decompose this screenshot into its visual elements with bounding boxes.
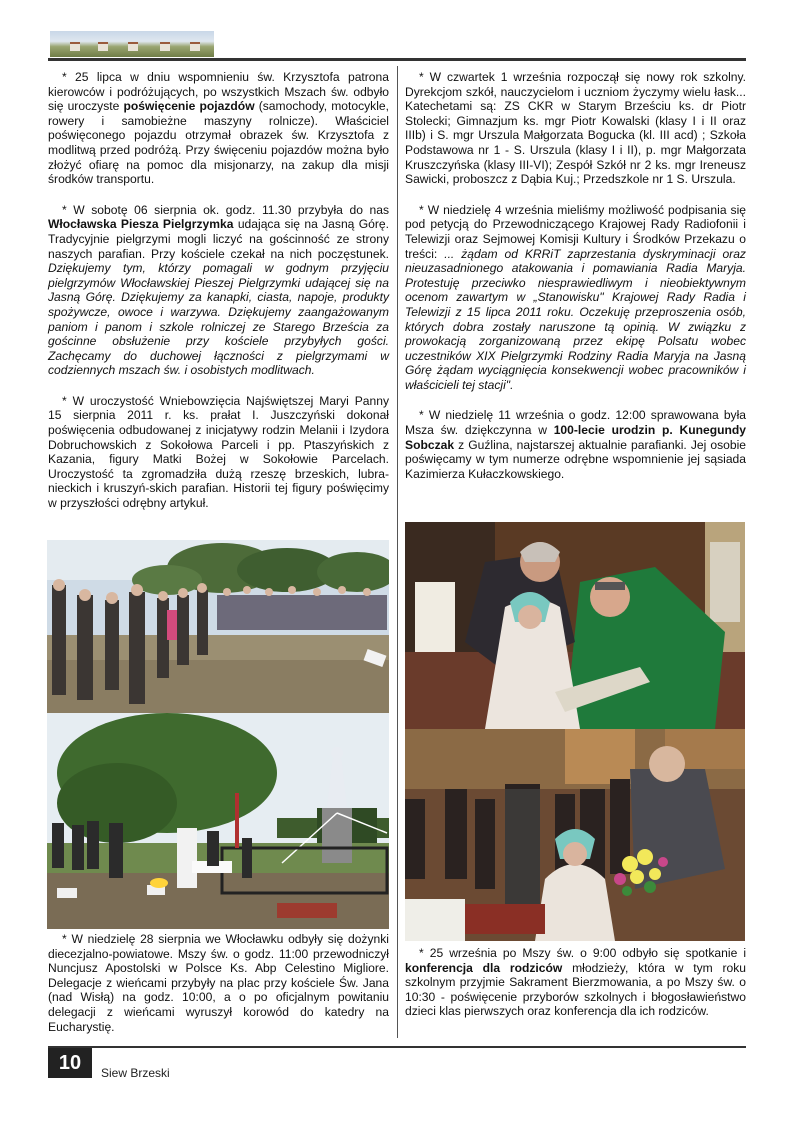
photo-crowd-gathering [47,540,389,713]
header-village-photo [50,31,214,57]
photo-statue-blessing [47,713,389,929]
left-column-bottom [48,932,389,1050]
magazine-name: Siew Brzeski [101,1066,170,1080]
column-divider [397,66,398,1038]
left-column-top [48,70,389,527]
article-100th-birthday: * W niedzielę 11 września o godz. 12:00 sprawowana była Msza św. dziękczynna w 100-lecie urodzin p. Kunegundy Sobczak z Guźlina, najstarszej aktualnie parafianki. Jej osobie poświęcamy w tym numerze odrębne wspomnienie jej sąsiada Kazimierza Kułaczkowskiego. [405,408,747,481]
article-parents-conference: * 25 września po Mszy św. o 9:00 odbyło się spotkanie i konferencja dla rodziców młodzieży, która w tym roku szkolnym przyjmie Sakrament Bierzmowania, a po Mszy św. o 10:30 - poświęcenie przyborów szkolnych i błogosławieństwo dzieci klas pierwszych oraz konferencja dla ich rodziców. [405,946,746,1019]
article-harvest-festival: * W niedzielę 28 sierpnia we Włocławku odbyły się dożynki diecezjalno-powiatowe. Mszy św. o godz. 11:00 przewodniczył Nuncjusz Apostolski w Polsce Ks. Abp Celestino Migliore. Delegacje z wieńcami przybyły na plac przy kościele Św. Jana (nad Wisłą) na godz. 10:00, a o po oficjalnym powitaniu delegacji z wieńcami wyruszył korowód do katedry na Eucharystię. [48,932,389,1034]
photo-priest-congratulating [405,522,745,729]
right-column-top [405,70,746,497]
footer-rule [48,1046,746,1048]
right-column-bottom [405,946,746,1035]
article-petition: * W niedzielę 4 września mieliśmy możliwość podpisania się pod petycją do Przewodniczącego Krajowej Rady Radiofonii i Telewizji oraz Sejmowej Komisji Kultury i Środków Przekazu o treści: ... żądam od KRRiT zaprzestania dyskryminacji oraz nieuzasadnionego atakowania i pomawiania Radia Maryja. Protestuję przeciwko niesprawiedliwym i nieobiektywnym ocenom zawartym w „Stanowisku" Krajowej Rady Radia i Telewizji z 15 lipca 2011 roku. Oczekuję przeproszenia osób, których dobra zostały naruszone tą opinią. W związku z prowokacją zorganizowaną przez ekipę Polsatu wobec uczestników XIX Pielgrzymki Rodziny Radia Maryja na Jasną Górę żądam wyciągnięcia konsekwencji wobec pracowników i właścicieli tej stacji". [405,202,746,392]
header-rule [48,58,746,61]
article-pilgrimage: * W sobotę 06 sierpnia ok. godz. 11.30 przybyła do nas Włocławska Piesza Pielgrzymka udająca się na Jasną Górę. Tradycyjnie pielgrzymi mogli liczyć na gościnność ze strony naszych parafian. Przy kościele czekał na nich poczęstunek. Dziękujemy tym, którzy pomagali w godnym przyjęciu pielgrzymów Włocławskiej Pieszej Pielgrzymki udającej się na Jasną Górę. Dziękujemy za kanapki, ciasta, napoje, produkty spożywcze, owoce i warzywa. Dziękujemy zaangażowanym paniom i panom i szkole rolniczej ze Starego Brześcia za gościnne obsłużenie przy kościele przybyłych gości. Zachęcamy do duchowej łączności z pielgrzymami w codziennych mszach św. i osobistych modlitwach. [48,202,389,378]
page-number: 10 [48,1048,92,1078]
article-vehicle-blessing: * 25 lipca w dniu wspomnieniu św. Krzysztofa patrona kierowców i podróżujących, po wszystkich Mszach św. odbyło się uroczyste poświęcenie pojazdów (samochody, motocykle, rowery i samobieżne maszyny rolnicze). Właściciel poświęconego pojazdu otrzymał obrazek św. Krzysztofa z modlitwą przed podróżą. Przy święceniu pojazdów można było złożyć ofiarę na pomoc dla misjonarzy, na zakup dla misji środków transportu. [48,70,389,187]
photo-church-flowers [405,729,745,941]
article-school-year: * W czwartek 1 września rozpoczął się nowy rok szkolny. Dyrekcjom szkół, nauczycielom i uczniom życzymy wielu łask... Katechetami są: ZS CKR w Starym Brześciu ks. dr Piotr Stolecki; Gimnazjum ks. mgr Piotr Kowalski (klasy I i II oraz IIIb) i S. mgr Urszula Małgorzata Bogucka (kl. III acd) ; Szkoła Podstawowa nr 1 - S. Urszula (klasy I i II), p. mgr Małgorzata Kruszczyńska (klasy III-VI); Zespół Szkół nr 2 ks. mgr Ireneusz Sawicki, proboszcz z Dąbia Kuj.; Przedszkole nr 1 S. Urszula. [405,70,746,187]
article-assumption: * W uroczystość Wniebowzięcia Najświętszej Maryi Panny 15 sierpnia 2011 r. ks. prałat I. Juszczyński dokonał poświęcenia odbudowanej z inicjatywy rodzin Melanii i Izydora Dobruchowskich z Sokołowa Parceli i pp. Ptaszyńskich z Kazania, figury Matki Bożej w Sokołowie Parcelach. Uroczystość ta zgromadziła dużą rzeszę brzeskich, lubra-nieckich i kruszyń-skich parafian. Historii tej figury poświęcimy w przyszłości odrębny artykuł. [48,393,389,511]
